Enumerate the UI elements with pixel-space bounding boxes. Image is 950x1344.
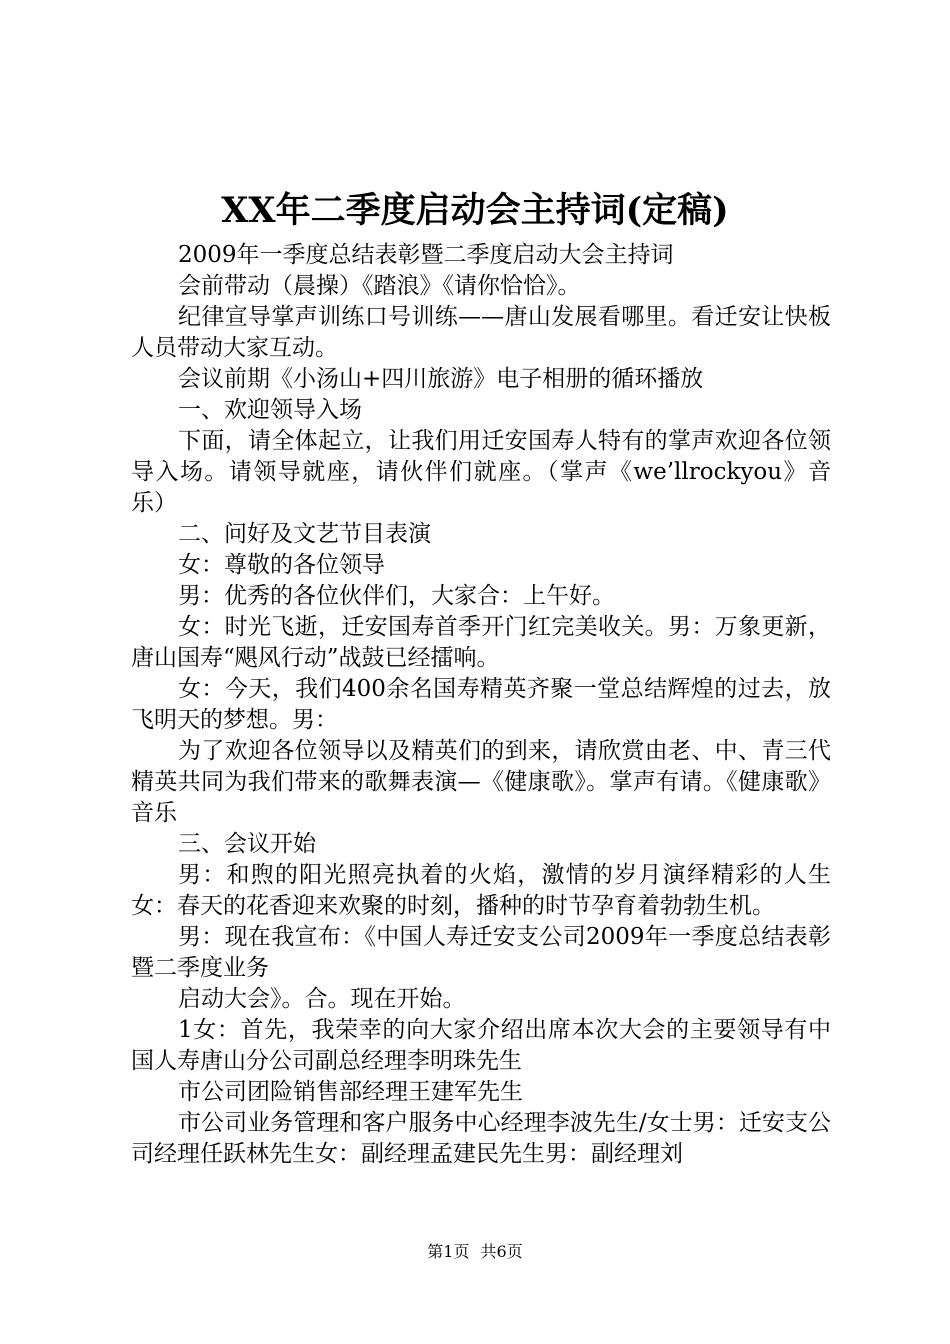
document-body [131,240,831,1170]
section-heading: 一、欢迎领导入场 [178,397,362,423]
paragraph: 会议前期《小汤山+四川旅游》电子相册的循环播放 [178,366,704,392]
paragraph: 下面，请全体起立，让我们用迁安国寿人特有的掌声欢迎各位领导入场。请领导就座，请伙伴们就座。（掌声《we’llrockyou》音乐） [131,428,831,516]
paragraph: 会前带动（晨操）《踏浪》《请你恰恰》。 [178,273,581,299]
paragraph: 女：时光飞逝，迁安国寿首季开门红完美收关。男：万象更新，唐山国寿“飓风行动”战鼓已经擂响。 [131,614,831,671]
page-number-total: 共6页 [480,1242,523,1261]
paragraph: 市公司团险销售部经理王建军先生 [178,1079,523,1105]
paragraph: 女：尊敬的各位领导 [178,552,385,578]
paragraph: 为了欢迎各位领导以及精英们的到来，请欣赏由老、中、青三代精英共同为我们带来的歌舞表演—《健康歌》。掌声有请。《健康歌》音乐 [131,738,831,826]
paragraph: 男：和煦的阳光照亮执着的火焰，激情的岁月演绎精彩的人生女：春天的花香迎来欢聚的时刻，播种的时节孕育着勃勃生机。 [131,862,831,919]
page-number-current: 第1页 [427,1242,470,1261]
paragraph: 1女：首先，我荣幸的向大家介绍出席本次大会的主要领导有中国人寿唐山分公司副总经理李明珠先生 [131,1017,831,1074]
paragraph: 女：今天，我们400余名国寿精英齐聚一堂总结辉煌的过去，放飞明天的梦想。男： [131,676,831,733]
section-heading: 三、会议开始 [178,831,316,857]
section-heading: 二、问好及文艺节目表演 [178,521,431,547]
paragraph: 市公司业务管理和客户服务中心经理李波先生/女士男：迁安支公司经理任跃林先生女：副经理孟建民先生男：副经理刘 [131,1110,831,1167]
paragraph: 启动大会》。合。现在开始。 [178,986,466,1012]
paragraph: 男：优秀的各位伙伴们，大家合：上午好。 [178,583,615,609]
paragraph: 2009年一季度总结表彰暨二季度启动大会主持词 [178,242,674,268]
page-footer [0,1240,950,1264]
paragraph: 男：现在我宣布：《中国人寿迁安支公司2009年一季度总结表彰暨二季度业务 [131,924,831,981]
document-title: XX年二季度启动会主持词(定稿) [221,190,729,231]
paragraph: 纪律宣导掌声训练口号训练——唐山发展看哪里。看迁安让快板人员带动大家互动。 [131,304,831,361]
